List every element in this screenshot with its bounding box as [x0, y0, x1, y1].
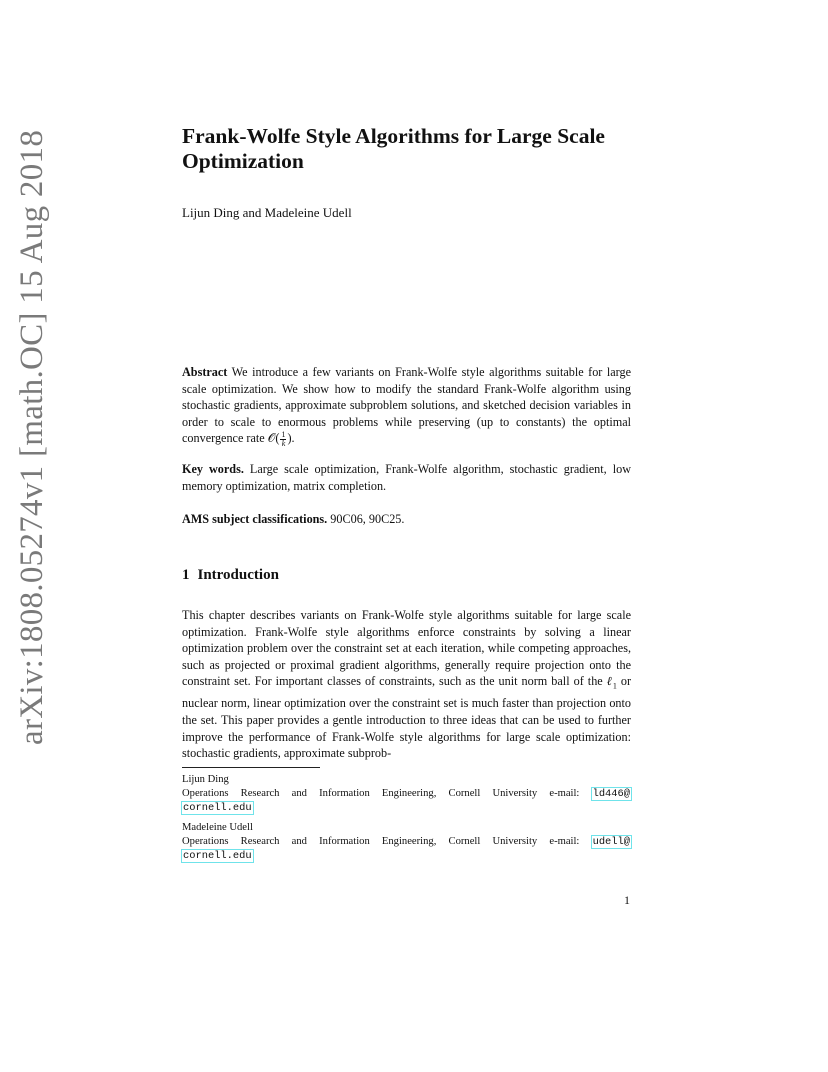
footnote-2-affil-text: Operations Research and Information Engineering, Cornell University e-mail:	[182, 835, 580, 847]
abstract-text: We introduce a few variants on Frank-Wolfe style algorithms suitable for large scale optimization. We show how to modify the standard Frank-Wolfe algorithm using stochastic gradients, approximate subproblem solutions, and sketched decision variables in order to scale to enormous problems while preserving (up to constants) the optimal convergence rate	[182, 365, 632, 446]
title-line-1: Frank-Wolfe Style Algorithms for Large Scale	[182, 124, 605, 148]
rate-fraction	[280, 431, 286, 448]
keywords	[182, 461, 631, 494]
keywords-label: Key words.	[182, 462, 244, 476]
rate-end: ).	[287, 431, 295, 446]
rate-denominator: k	[281, 439, 286, 449]
arxiv-sidebar-stamp: arXiv:1808.05274v1 [math.OC] 15 Aug 2018	[14, 129, 50, 745]
abstract	[182, 364, 631, 448]
rate-symbol: 𝒪(	[267, 431, 280, 446]
footnote-2-affiliation	[182, 835, 631, 850]
intro-paragraph	[182, 607, 631, 762]
footnote-1-affiliation	[182, 787, 631, 802]
title-line-2: Optimization	[182, 149, 304, 173]
footnote-2-name: Madeleine Udell	[182, 822, 253, 833]
page-number: 1	[624, 893, 630, 907]
norm-subscript: 1	[612, 681, 617, 691]
footnote-1	[182, 773, 631, 816]
section-title: Introduction	[197, 567, 279, 583]
footnote-2-email-link-cont[interactable]: cornell.edu	[183, 850, 252, 862]
section-heading	[182, 567, 279, 584]
rate-numerator: 1	[281, 430, 286, 440]
ams-label: AMS subject classifications.	[182, 512, 328, 526]
footnote-1-name: Lijun Ding	[182, 774, 229, 785]
footnote-2-email-link[interactable]: udell@	[592, 835, 630, 848]
footnote-rule	[182, 767, 320, 768]
ams-text: 90C06, 90C25.	[330, 512, 405, 526]
footnote-2	[182, 821, 631, 864]
norm-symbol: ℓ	[606, 674, 613, 689]
paper-title	[182, 124, 631, 174]
footnote-1-affil-text: Operations Research and Information Engineering, Cornell University e-mail:	[182, 787, 580, 799]
ams-classifications	[182, 511, 631, 528]
keywords-text: Large scale optimization, Frank-Wolfe algorithm, stochastic gradient, low memory optimization, matrix completion.	[182, 462, 632, 493]
footnote-1-email-link-cont[interactable]: cornell.edu	[183, 802, 252, 814]
abstract-label: Abstract	[182, 365, 228, 379]
footnote-1-email-link[interactable]: ld446@	[592, 787, 630, 800]
author-list: Lijun Ding and Madeleine Udell	[182, 205, 352, 220]
section-number: 1	[182, 567, 190, 583]
intro-text-2: or nuclear norm, linear optimization over the constraint set is much faster than projection onto the set. This paper provides a gentle introduction to three ideas that can be used to further improve the performance of Frank-Wolfe style algorithms for large scale optimization: stochastic gradients, approximate subprob-	[182, 674, 632, 761]
intro-text-1: This chapter describes variants on Frank-Wolfe style algorithms suitable for large scale optimization. Frank-Wolfe style algorithms enforce constraints by solving a linear optimization problem over the constraint set at each iteration, while competing approaches, such as projected or proximal gradient algorithms, generally require projection onto the constraint set. For important classes of constraints, such as the unit norm ball of the	[182, 608, 631, 689]
